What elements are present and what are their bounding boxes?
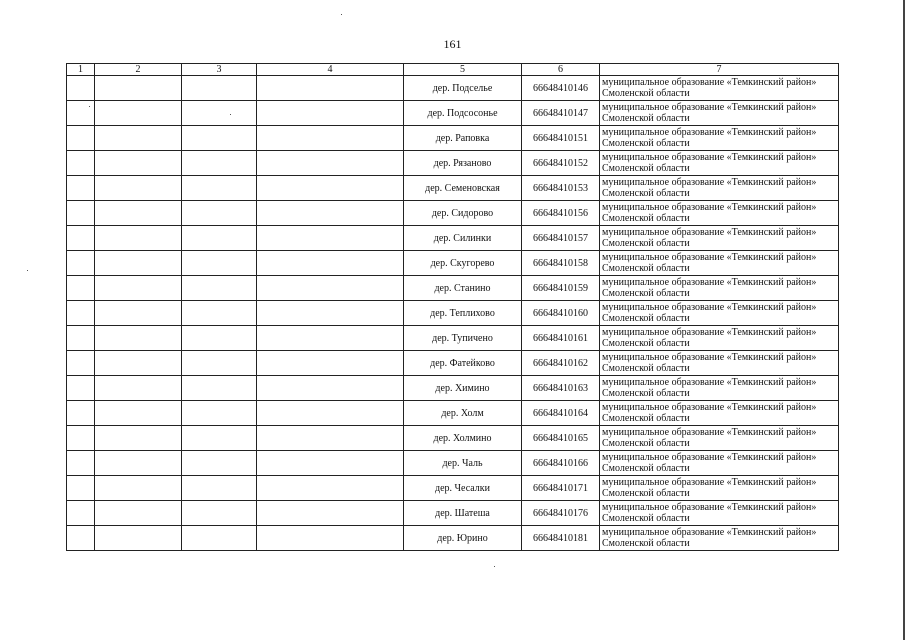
municipality-name: муниципальное образование «Темкинский район» <box>602 377 817 388</box>
empty-cell <box>95 501 182 526</box>
empty-cell <box>67 176 95 201</box>
empty-cell <box>95 426 182 451</box>
empty-cell <box>67 326 95 351</box>
empty-cell <box>67 76 95 101</box>
municipality-cell <box>600 476 839 501</box>
empty-cell <box>182 376 257 401</box>
municipality-cell <box>600 101 839 126</box>
settlement-name: дер. Фатейково <box>404 351 522 376</box>
settlement-name: дер. Силинки <box>404 226 522 251</box>
settlement-name: дер. Чаль <box>404 451 522 476</box>
settlement-name: дер. Шатеша <box>404 501 522 526</box>
empty-cell <box>182 501 257 526</box>
municipality-name: муниципальное образование «Темкинский район» <box>602 152 817 163</box>
oktmo-code: 66648410153 <box>522 176 600 201</box>
region-name: Смоленской области <box>602 488 690 499</box>
empty-cell <box>67 376 95 401</box>
municipality-name: муниципальное образование «Темкинский район» <box>602 327 817 338</box>
table-row <box>67 151 839 176</box>
empty-cell <box>257 526 404 551</box>
empty-cell <box>182 76 257 101</box>
municipality-name: муниципальное образование «Темкинский район» <box>602 452 817 463</box>
oktmo-code: 66648410151 <box>522 126 600 151</box>
oktmo-code: 66648410176 <box>522 501 600 526</box>
region-name: Смоленской области <box>602 163 690 174</box>
empty-cell <box>95 276 182 301</box>
column-header: 3 <box>182 64 257 76</box>
municipality-name: муниципальное образование «Темкинский район» <box>602 477 817 488</box>
column-header: 2 <box>95 64 182 76</box>
empty-cell <box>182 126 257 151</box>
municipality-name: муниципальное образование «Темкинский район» <box>602 177 817 188</box>
oktmo-code: 66648410160 <box>522 301 600 326</box>
municipality-name: муниципальное образование «Темкинский район» <box>602 77 817 88</box>
municipality-name: муниципальное образование «Темкинский район» <box>602 277 817 288</box>
oktmo-code: 66648410158 <box>522 251 600 276</box>
municipality-cell <box>600 501 839 526</box>
empty-cell <box>257 176 404 201</box>
region-name: Смоленской области <box>602 113 690 124</box>
municipality-cell <box>600 326 839 351</box>
region-name: Смоленской области <box>602 413 690 424</box>
empty-cell <box>95 76 182 101</box>
municipality-cell <box>600 451 839 476</box>
empty-cell <box>182 176 257 201</box>
empty-cell <box>67 451 95 476</box>
municipality-cell <box>600 276 839 301</box>
empty-cell <box>67 101 95 126</box>
empty-cell <box>95 301 182 326</box>
settlement-name: дер. Станино <box>404 276 522 301</box>
settlement-name: дер. Юрино <box>404 526 522 551</box>
empty-cell <box>182 276 257 301</box>
empty-cell <box>67 401 95 426</box>
empty-cell <box>257 201 404 226</box>
empty-cell <box>67 251 95 276</box>
empty-cell <box>257 401 404 426</box>
municipality-name: муниципальное образование «Темкинский район» <box>602 527 817 538</box>
table-row <box>67 351 839 376</box>
settlement-name: дер. Рязаново <box>404 151 522 176</box>
municipality-cell <box>600 151 839 176</box>
scan-speck <box>89 106 90 107</box>
empty-cell <box>257 126 404 151</box>
table-row <box>67 526 839 551</box>
table-row <box>67 376 839 401</box>
column-header: 4 <box>257 64 404 76</box>
municipality-cell <box>600 126 839 151</box>
empty-cell <box>257 251 404 276</box>
region-name: Смоленской области <box>602 213 690 224</box>
table-row <box>67 276 839 301</box>
table-header <box>67 64 839 76</box>
table-row <box>67 76 839 101</box>
oktmo-code: 66648410166 <box>522 451 600 476</box>
empty-cell <box>95 176 182 201</box>
table-row <box>67 126 839 151</box>
table-row <box>67 176 839 201</box>
municipality-cell <box>600 226 839 251</box>
empty-cell <box>67 501 95 526</box>
empty-cell <box>182 151 257 176</box>
municipality-cell <box>600 426 839 451</box>
empty-cell <box>67 526 95 551</box>
empty-cell <box>95 451 182 476</box>
empty-cell <box>182 201 257 226</box>
column-header: 7 <box>600 64 839 76</box>
table-body <box>67 76 839 551</box>
oktmo-code: 66648410161 <box>522 326 600 351</box>
municipality-cell <box>600 526 839 551</box>
empty-cell <box>257 501 404 526</box>
municipality-name: муниципальное образование «Темкинский район» <box>602 402 817 413</box>
empty-cell <box>67 126 95 151</box>
region-name: Смоленской области <box>602 138 690 149</box>
municipality-name: муниципальное образование «Темкинский район» <box>602 427 817 438</box>
region-name: Смоленской области <box>602 363 690 374</box>
settlement-name: дер. Подсосонье <box>404 101 522 126</box>
empty-cell <box>182 401 257 426</box>
empty-cell <box>95 476 182 501</box>
municipality-name: муниципальное образование «Темкинский район» <box>602 102 817 113</box>
settlement-name: дер. Раповка <box>404 126 522 151</box>
empty-cell <box>257 326 404 351</box>
oktmo-code: 66648410159 <box>522 276 600 301</box>
empty-cell <box>257 76 404 101</box>
empty-cell <box>67 226 95 251</box>
region-name: Смоленской области <box>602 338 690 349</box>
settlement-name: дер. Химино <box>404 376 522 401</box>
table-row <box>67 301 839 326</box>
empty-cell <box>257 476 404 501</box>
region-name: Смоленской области <box>602 263 690 274</box>
region-name: Смоленской области <box>602 88 690 99</box>
empty-cell <box>95 226 182 251</box>
municipality-cell <box>600 351 839 376</box>
oktmo-code: 66648410165 <box>522 426 600 451</box>
table-row <box>67 226 839 251</box>
empty-cell <box>95 251 182 276</box>
oktmo-code: 66648410162 <box>522 351 600 376</box>
oktmo-code: 66648410163 <box>522 376 600 401</box>
settlement-name: дер. Тупичено <box>404 326 522 351</box>
municipality-cell <box>600 401 839 426</box>
municipality-cell <box>600 201 839 226</box>
oktmo-code: 66648410171 <box>522 476 600 501</box>
table-row <box>67 326 839 351</box>
settlements-table <box>66 63 839 551</box>
empty-cell <box>182 226 257 251</box>
settlement-name: дер. Чесалки <box>404 476 522 501</box>
empty-cell <box>67 201 95 226</box>
municipality-name: муниципальное образование «Темкинский район» <box>602 252 817 263</box>
region-name: Смоленской области <box>602 513 690 524</box>
municipality-cell <box>600 301 839 326</box>
empty-cell <box>257 276 404 301</box>
empty-cell <box>257 376 404 401</box>
table-row <box>67 101 839 126</box>
empty-cell <box>257 101 404 126</box>
scan-speck <box>27 270 28 271</box>
settlement-name: дер. Подселье <box>404 76 522 101</box>
empty-cell <box>67 151 95 176</box>
empty-cell <box>95 376 182 401</box>
empty-cell <box>67 426 95 451</box>
municipality-cell <box>600 76 839 101</box>
empty-cell <box>67 351 95 376</box>
scan-speck <box>494 566 495 567</box>
empty-cell <box>182 251 257 276</box>
table-row <box>67 451 839 476</box>
municipality-name: муниципальное образование «Темкинский район» <box>602 352 817 363</box>
empty-cell <box>182 101 257 126</box>
empty-cell <box>182 301 257 326</box>
oktmo-code: 66648410157 <box>522 226 600 251</box>
region-name: Смоленской области <box>602 238 690 249</box>
empty-cell <box>257 151 404 176</box>
settlement-name: дер. Семеновская <box>404 176 522 201</box>
settlement-name: дер. Теплихово <box>404 301 522 326</box>
empty-cell <box>95 101 182 126</box>
region-name: Смоленской области <box>602 188 690 199</box>
empty-cell <box>182 426 257 451</box>
scan-speck <box>341 14 342 15</box>
empty-cell <box>95 326 182 351</box>
oktmo-code: 66648410164 <box>522 401 600 426</box>
oktmo-code: 66648410147 <box>522 101 600 126</box>
empty-cell <box>67 476 95 501</box>
empty-cell <box>95 201 182 226</box>
empty-cell <box>67 301 95 326</box>
settlement-name: дер. Скугорево <box>404 251 522 276</box>
region-name: Смоленской области <box>602 438 690 449</box>
empty-cell <box>95 151 182 176</box>
municipality-name: муниципальное образование «Темкинский район» <box>602 202 817 213</box>
column-header: 6 <box>522 64 600 76</box>
region-name: Смоленской области <box>602 288 690 299</box>
empty-cell <box>95 401 182 426</box>
municipality-cell <box>600 176 839 201</box>
empty-cell <box>95 526 182 551</box>
empty-cell <box>95 351 182 376</box>
oktmo-code: 66648410181 <box>522 526 600 551</box>
settlement-name: дер. Холмино <box>404 426 522 451</box>
table-row <box>67 201 839 226</box>
column-header: 5 <box>404 64 522 76</box>
table-row <box>67 401 839 426</box>
empty-cell <box>257 351 404 376</box>
region-name: Смоленской области <box>602 538 690 549</box>
region-name: Смоленской области <box>602 313 690 324</box>
municipality-name: муниципальное образование «Темкинский район» <box>602 302 817 313</box>
empty-cell <box>182 451 257 476</box>
settlement-name: дер. Холм <box>404 401 522 426</box>
empty-cell <box>182 526 257 551</box>
region-name: Смоленской области <box>602 463 690 474</box>
municipality-name: муниципальное образование «Темкинский район» <box>602 127 817 138</box>
municipality-cell <box>600 251 839 276</box>
municipality-cell <box>600 376 839 401</box>
column-header: 1 <box>67 64 95 76</box>
header-row <box>67 64 839 76</box>
empty-cell <box>257 226 404 251</box>
empty-cell <box>257 451 404 476</box>
settlement-name: дер. Сидорово <box>404 201 522 226</box>
oktmo-code: 66648410152 <box>522 151 600 176</box>
table-row <box>67 476 839 501</box>
empty-cell <box>182 351 257 376</box>
oktmo-code: 66648410146 <box>522 76 600 101</box>
oktmo-code: 66648410156 <box>522 201 600 226</box>
empty-cell <box>95 126 182 151</box>
page-number: 161 <box>443 37 462 51</box>
table-row <box>67 426 839 451</box>
empty-cell <box>182 326 257 351</box>
empty-cell <box>257 301 404 326</box>
empty-cell <box>182 476 257 501</box>
scan-speck <box>230 114 231 115</box>
empty-cell <box>67 276 95 301</box>
table-row <box>67 251 839 276</box>
municipality-name: муниципальное образование «Темкинский район» <box>602 227 817 238</box>
empty-cell <box>257 426 404 451</box>
region-name: Смоленской области <box>602 388 690 399</box>
municipality-name: муниципальное образование «Темкинский район» <box>602 502 817 513</box>
table-row <box>67 501 839 526</box>
